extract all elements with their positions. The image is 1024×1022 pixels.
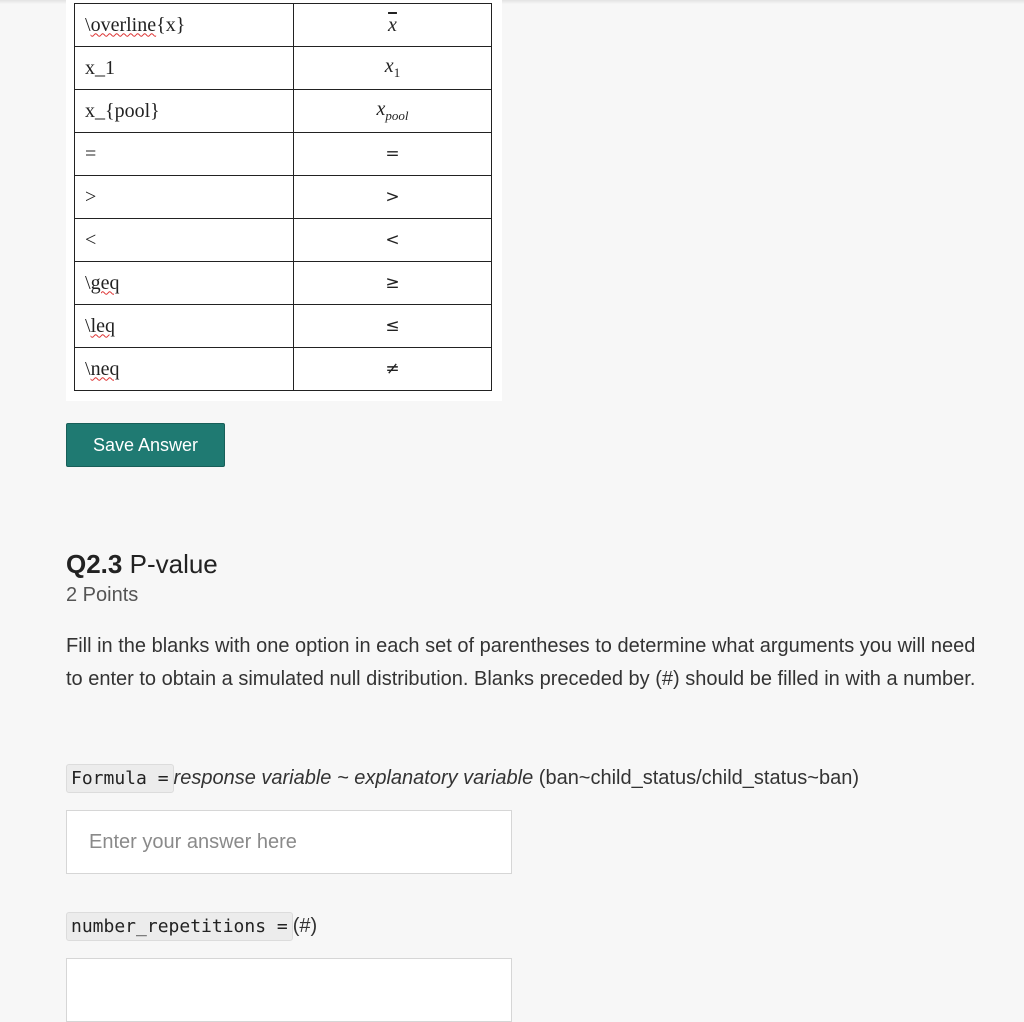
rendered-cell: $\overline{x}$ [294,4,492,47]
rendered-cell: ≥ [294,262,492,305]
table-row [75,176,492,219]
save-answer-button[interactable]: Save Answer [66,423,225,467]
latex-code-cell: > [75,176,294,219]
table-row [75,219,492,262]
latex-code-cell: \geq [75,262,294,305]
repetitions-answer-input[interactable] [66,958,512,1022]
rendered-cell: $x_1$ [294,47,492,90]
repetitions-code-label: number_repetitions = [66,912,293,941]
table-row [75,90,492,133]
latex-table [74,3,492,391]
rendered-cell: ≠ [294,348,492,391]
rendered-cell: < [294,219,492,262]
misspelled-word: overline [90,13,157,36]
formula-prompt [66,764,859,793]
repetitions-suffix: (#) [292,915,318,937]
formula-options: (ban~child_status/child_status~ban) [538,767,859,789]
table-row [75,262,492,305]
rendered-cell: = [294,133,492,176]
misspelled-word: geq [90,271,120,294]
latex-code-cell: \neq [75,348,294,391]
rendered-cell: > [294,176,492,219]
table-row [75,4,492,47]
question-name: P-value [129,549,218,579]
latex-code-cell: \overline{x} [75,4,294,47]
table-row [75,133,492,176]
question-instructions: Fill in the blanks with one option in each set of parentheses to determine what arguments you will need to enter to obtain a simulated null distribution. Blanks preceded by (#) should be filled in with a number. [66,635,976,690]
formula-answer-input[interactable] [66,810,512,874]
question-title [66,549,218,580]
formula-italic-text: response variable ~ explanatory variable [173,767,534,789]
repetitions-prompt [66,912,317,941]
latex-code-cell: x_1 [75,47,294,90]
latex-reference-image [66,0,502,401]
latex-code-cell: < [75,219,294,262]
misspelled-word: neq [90,357,120,380]
misspelled-word: leq [90,314,115,337]
table-row [75,305,492,348]
rendered-cell: $x_{pool}$ [294,90,492,133]
latex-code-cell: \leq [75,305,294,348]
latex-code-cell: = [75,133,294,176]
table-row [75,47,492,90]
question-points: 2 Points [66,584,139,606]
latex-code-cell: x_{pool} [75,90,294,133]
question-number: Q2.3 [66,549,123,579]
formula-code-label: Formula = [66,764,174,793]
table-row [75,348,492,391]
rendered-cell: ≤ [294,305,492,348]
